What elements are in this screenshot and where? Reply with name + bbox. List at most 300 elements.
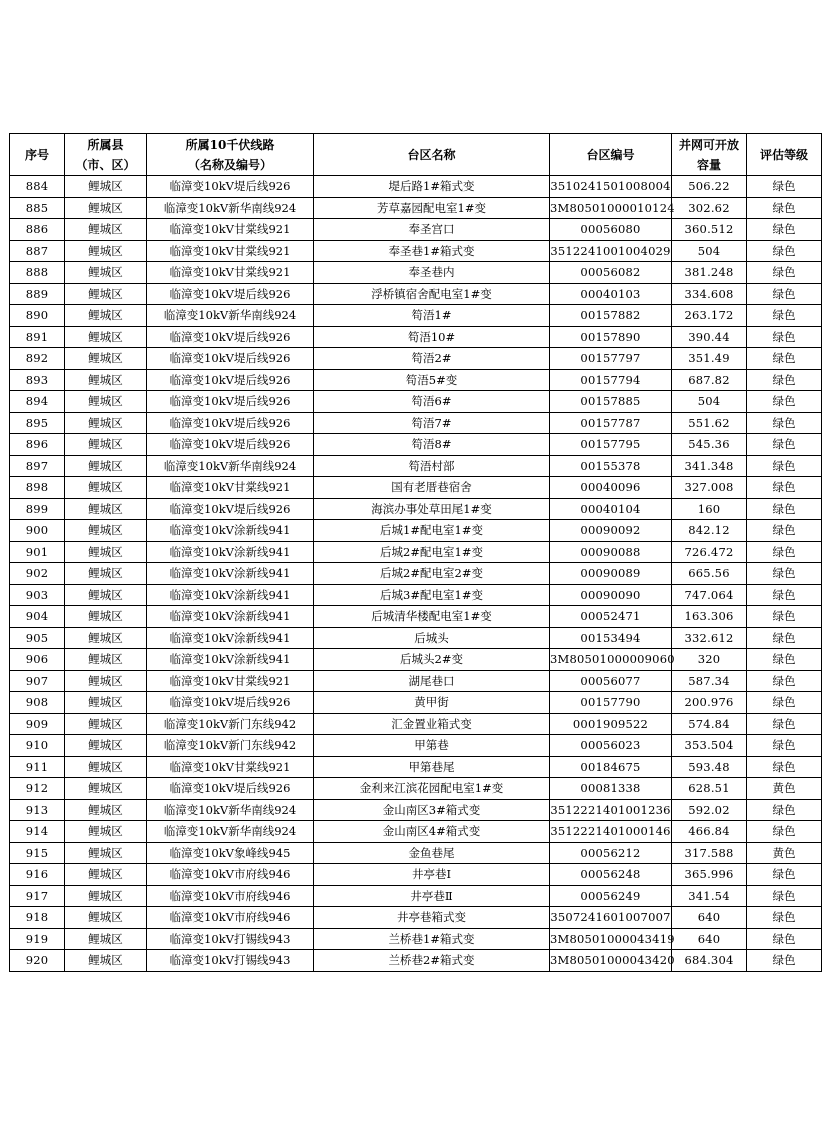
header-area-code: 台区编号 [550, 134, 672, 176]
cell-line: 临漳变10kV涂新线941 [147, 606, 314, 628]
cell-grade: 绿色 [747, 692, 822, 714]
cell-area-name: 奉圣宫口 [314, 219, 550, 241]
cell-area-code: 3M80501000009060 [550, 649, 672, 671]
cell-seq: 916 [10, 864, 65, 886]
cell-area-name: 后城头 [314, 627, 550, 649]
header-capacity-line1: 并网可开放 [678, 137, 739, 152]
cell-county: 鲤城区 [65, 219, 147, 241]
table-row [10, 412, 822, 434]
cell-area-name: 金山南区4#箱式变 [314, 821, 550, 843]
cell-line: 临漳变10kV打锡线943 [147, 928, 314, 950]
cell-grade: 绿色 [747, 262, 822, 284]
cell-county: 鲤城区 [65, 885, 147, 907]
cell-county: 鲤城区 [65, 627, 147, 649]
cell-area-name: 兰桥巷1#箱式变 [314, 928, 550, 950]
cell-area-code: 00056212 [550, 842, 672, 864]
cell-capacity: 390.44 [672, 326, 747, 348]
cell-grade: 绿色 [747, 498, 822, 520]
cell-grade: 黄色 [747, 842, 822, 864]
cell-capacity: 592.02 [672, 799, 747, 821]
cell-area-code: 00090089 [550, 563, 672, 585]
cell-line: 临漳变10kV新门东线942 [147, 735, 314, 757]
table-header-row [10, 134, 822, 176]
cell-county: 鲤城区 [65, 584, 147, 606]
cell-seq: 893 [10, 369, 65, 391]
cell-capacity: 334.608 [672, 283, 747, 305]
cell-county: 鲤城区 [65, 240, 147, 262]
cell-area-code: 00155378 [550, 455, 672, 477]
cell-seq: 902 [10, 563, 65, 585]
cell-capacity: 726.472 [672, 541, 747, 563]
cell-area-name: 后城清华楼配电室1#变 [314, 606, 550, 628]
table-row [10, 197, 822, 219]
cell-grade: 绿色 [747, 584, 822, 606]
cell-area-code: 3510241501008004 [550, 176, 672, 198]
cell-area-code: 3M80501000010124 [550, 197, 672, 219]
table-row [10, 262, 822, 284]
cell-area-code: 00157795 [550, 434, 672, 456]
cell-area-code: 00157787 [550, 412, 672, 434]
cell-area-name: 后城头2#变 [314, 649, 550, 671]
cell-line: 临漳变10kV堤后线926 [147, 176, 314, 198]
cell-line: 临漳变10kV堤后线926 [147, 283, 314, 305]
cell-county: 鲤城区 [65, 455, 147, 477]
cell-area-code: 00153494 [550, 627, 672, 649]
cell-capacity: 381.248 [672, 262, 747, 284]
table-row [10, 520, 822, 542]
cell-county: 鲤城区 [65, 391, 147, 413]
table-row [10, 240, 822, 262]
cell-line: 临漳变10kV新华南线924 [147, 197, 314, 219]
cell-seq: 900 [10, 520, 65, 542]
cell-seq: 897 [10, 455, 65, 477]
cell-line: 临漳变10kV新华南线924 [147, 455, 314, 477]
cell-grade: 绿色 [747, 240, 822, 262]
cell-capacity: 640 [672, 907, 747, 929]
cell-seq: 911 [10, 756, 65, 778]
cell-grade: 绿色 [747, 821, 822, 843]
cell-area-name: 金鱼巷尾 [314, 842, 550, 864]
table-row [10, 369, 822, 391]
table-row [10, 391, 822, 413]
cell-county: 鲤城区 [65, 520, 147, 542]
cell-line: 临漳变10kV打锡线943 [147, 950, 314, 972]
header-county-line1: 所属县 [87, 137, 124, 152]
cell-area-code: 00157794 [550, 369, 672, 391]
cell-area-code: 00056249 [550, 885, 672, 907]
cell-line: 临漳变10kV堤后线926 [147, 778, 314, 800]
cell-capacity: 506.22 [672, 176, 747, 198]
cell-capacity: 574.84 [672, 713, 747, 735]
cell-area-name: 井亭巷Ⅱ [314, 885, 550, 907]
cell-county: 鲤城区 [65, 756, 147, 778]
cell-grade: 绿色 [747, 649, 822, 671]
cell-area-code: 00090092 [550, 520, 672, 542]
table-row [10, 907, 822, 929]
cell-county: 鲤城区 [65, 412, 147, 434]
cell-county: 鲤城区 [65, 326, 147, 348]
cell-area-code: 00090090 [550, 584, 672, 606]
cell-grade: 绿色 [747, 950, 822, 972]
cell-capacity: 684.304 [672, 950, 747, 972]
cell-seq: 919 [10, 928, 65, 950]
cell-seq: 905 [10, 627, 65, 649]
cell-area-name: 笱浯5#变 [314, 369, 550, 391]
cell-county: 鲤城区 [65, 670, 147, 692]
cell-area-code: 00157885 [550, 391, 672, 413]
cell-grade: 绿色 [747, 864, 822, 886]
cell-area-code: 00040103 [550, 283, 672, 305]
cell-area-code: 00040096 [550, 477, 672, 499]
table-row [10, 326, 822, 348]
cell-area-code: 3512241001004029 [550, 240, 672, 262]
cell-seq: 894 [10, 391, 65, 413]
cell-area-code: 3M80501000043419 [550, 928, 672, 950]
cell-seq: 914 [10, 821, 65, 843]
cell-seq: 888 [10, 262, 65, 284]
cell-line: 临漳变10kV涂新线941 [147, 541, 314, 563]
cell-area-name: 井亭巷Ⅰ [314, 864, 550, 886]
cell-area-name: 兰桥巷2#箱式变 [314, 950, 550, 972]
table-row [10, 283, 822, 305]
cell-seq: 884 [10, 176, 65, 198]
cell-capacity: 593.48 [672, 756, 747, 778]
cell-capacity: 360.512 [672, 219, 747, 241]
header-line-line2: （名称及编号） [187, 157, 272, 172]
cell-line: 临漳变10kV涂新线941 [147, 649, 314, 671]
cell-area-name: 湖尾巷口 [314, 670, 550, 692]
cell-area-code: 3512221401001236 [550, 799, 672, 821]
table-row [10, 477, 822, 499]
table-row [10, 756, 822, 778]
table-row [10, 778, 822, 800]
cell-line: 临漳变10kV堤后线926 [147, 348, 314, 370]
table-row [10, 498, 822, 520]
cell-area-code: 00157797 [550, 348, 672, 370]
cell-area-name: 浮桥镇宿舍配电室1#变 [314, 283, 550, 305]
cell-line: 临漳变10kV涂新线941 [147, 520, 314, 542]
cell-area-name: 汇金置业箱式变 [314, 713, 550, 735]
cell-area-name: 笱浯村部 [314, 455, 550, 477]
capacity-table [9, 133, 822, 972]
cell-line: 临漳变10kV甘棠线921 [147, 219, 314, 241]
cell-area-name: 国有老厝巷宿舍 [314, 477, 550, 499]
cell-grade: 绿色 [747, 477, 822, 499]
table-row [10, 821, 822, 843]
table-row [10, 455, 822, 477]
table-row [10, 219, 822, 241]
cell-county: 鲤城区 [65, 176, 147, 198]
cell-line: 临漳变10kV新华南线924 [147, 821, 314, 843]
cell-grade: 绿色 [747, 735, 822, 757]
cell-line: 临漳变10kV涂新线941 [147, 627, 314, 649]
cell-area-code: 00184675 [550, 756, 672, 778]
cell-grade: 绿色 [747, 219, 822, 241]
cell-capacity: 163.306 [672, 606, 747, 628]
cell-line: 临漳变10kV涂新线941 [147, 584, 314, 606]
cell-county: 鲤城区 [65, 950, 147, 972]
cell-capacity: 628.51 [672, 778, 747, 800]
cell-area-name: 堤后路1#箱式变 [314, 176, 550, 198]
cell-area-name: 后城2#配电室1#变 [314, 541, 550, 563]
cell-line: 临漳变10kV新华南线924 [147, 799, 314, 821]
cell-grade: 绿色 [747, 606, 822, 628]
cell-area-code: 00157790 [550, 692, 672, 714]
cell-area-name: 芳草嘉园配电室1#变 [314, 197, 550, 219]
cell-area-code: 00056082 [550, 262, 672, 284]
cell-county: 鲤城区 [65, 563, 147, 585]
cell-seq: 909 [10, 713, 65, 735]
cell-area-code: 00056248 [550, 864, 672, 886]
cell-seq: 912 [10, 778, 65, 800]
cell-capacity: 317.588 [672, 842, 747, 864]
cell-area-name: 笱浯10# [314, 326, 550, 348]
cell-county: 鲤城区 [65, 842, 147, 864]
cell-seq: 898 [10, 477, 65, 499]
cell-line: 临漳变10kV涂新线941 [147, 563, 314, 585]
cell-area-code: 00052471 [550, 606, 672, 628]
table-row [10, 864, 822, 886]
header-grade: 评估等级 [747, 134, 822, 176]
table-row [10, 176, 822, 198]
cell-area-name: 笱浯8# [314, 434, 550, 456]
cell-grade: 绿色 [747, 176, 822, 198]
cell-county: 鲤城区 [65, 928, 147, 950]
cell-line: 临漳变10kV象峰线945 [147, 842, 314, 864]
cell-capacity: 302.62 [672, 197, 747, 219]
cell-area-name: 金利来江滨花园配电室1#变 [314, 778, 550, 800]
cell-seq: 895 [10, 412, 65, 434]
cell-seq: 910 [10, 735, 65, 757]
cell-grade: 绿色 [747, 627, 822, 649]
cell-grade: 绿色 [747, 885, 822, 907]
cell-grade: 绿色 [747, 305, 822, 327]
cell-line: 临漳变10kV堤后线926 [147, 326, 314, 348]
table-row [10, 563, 822, 585]
cell-county: 鲤城区 [65, 348, 147, 370]
table-row [10, 305, 822, 327]
header-line-line1: 所属10千伏线路 [185, 137, 275, 152]
table-row [10, 606, 822, 628]
cell-seq: 899 [10, 498, 65, 520]
cell-grade: 绿色 [747, 197, 822, 219]
table-row [10, 799, 822, 821]
cell-grade: 黄色 [747, 778, 822, 800]
cell-seq: 913 [10, 799, 65, 821]
cell-area-code: 00081338 [550, 778, 672, 800]
cell-grade: 绿色 [747, 713, 822, 735]
cell-line: 临漳变10kV堤后线926 [147, 412, 314, 434]
cell-capacity: 332.612 [672, 627, 747, 649]
cell-seq: 901 [10, 541, 65, 563]
cell-area-name: 甲第巷尾 [314, 756, 550, 778]
cell-capacity: 466.84 [672, 821, 747, 843]
cell-capacity: 551.62 [672, 412, 747, 434]
cell-capacity: 640 [672, 928, 747, 950]
cell-line: 临漳变10kV堤后线926 [147, 692, 314, 714]
cell-capacity: 545.36 [672, 434, 747, 456]
cell-seq: 908 [10, 692, 65, 714]
cell-capacity: 665.56 [672, 563, 747, 585]
cell-area-name: 井亭巷箱式变 [314, 907, 550, 929]
cell-area-name: 笱浯2# [314, 348, 550, 370]
table-row [10, 541, 822, 563]
cell-county: 鲤城区 [65, 262, 147, 284]
cell-county: 鲤城区 [65, 434, 147, 456]
header-capacity-line2: 容量 [696, 157, 721, 172]
cell-grade: 绿色 [747, 455, 822, 477]
cell-seq: 890 [10, 305, 65, 327]
cell-line: 临漳变10kV堤后线926 [147, 369, 314, 391]
cell-grade: 绿色 [747, 907, 822, 929]
table-row [10, 584, 822, 606]
header-county [65, 134, 147, 176]
cell-area-name: 黄甲街 [314, 692, 550, 714]
cell-seq: 903 [10, 584, 65, 606]
cell-line: 临漳变10kV市府线946 [147, 885, 314, 907]
cell-capacity: 263.172 [672, 305, 747, 327]
cell-seq: 904 [10, 606, 65, 628]
cell-seq: 920 [10, 950, 65, 972]
cell-county: 鲤城区 [65, 821, 147, 843]
cell-seq: 891 [10, 326, 65, 348]
header-county-line2: （市、区） [75, 157, 136, 172]
cell-line: 临漳变10kV甘棠线921 [147, 670, 314, 692]
cell-county: 鲤城区 [65, 498, 147, 520]
cell-grade: 绿色 [747, 283, 822, 305]
cell-grade: 绿色 [747, 541, 822, 563]
cell-county: 鲤城区 [65, 735, 147, 757]
cell-capacity: 504 [672, 240, 747, 262]
cell-county: 鲤城区 [65, 713, 147, 735]
cell-line: 临漳变10kV甘棠线921 [147, 240, 314, 262]
cell-seq: 917 [10, 885, 65, 907]
cell-line: 临漳变10kV甘棠线921 [147, 262, 314, 284]
cell-capacity: 351.49 [672, 348, 747, 370]
cell-capacity: 747.064 [672, 584, 747, 606]
cell-grade: 绿色 [747, 326, 822, 348]
cell-seq: 896 [10, 434, 65, 456]
cell-area-name: 海滨办事处草田尾1#变 [314, 498, 550, 520]
cell-area-code: 00056023 [550, 735, 672, 757]
cell-capacity: 687.82 [672, 369, 747, 391]
cell-capacity: 327.008 [672, 477, 747, 499]
table-row [10, 627, 822, 649]
cell-county: 鲤城区 [65, 541, 147, 563]
cell-area-code: 3507241601007007 [550, 907, 672, 929]
cell-county: 鲤城区 [65, 305, 147, 327]
cell-area-code: 00056077 [550, 670, 672, 692]
table-row [10, 713, 822, 735]
cell-area-name: 后城1#配电室1#变 [314, 520, 550, 542]
cell-area-name: 笱浯1# [314, 305, 550, 327]
cell-county: 鲤城区 [65, 907, 147, 929]
cell-line: 临漳变10kV堤后线926 [147, 434, 314, 456]
header-seq: 序号 [10, 134, 65, 176]
cell-area-name: 奉圣巷内 [314, 262, 550, 284]
table-row [10, 928, 822, 950]
cell-line: 临漳变10kV新门东线942 [147, 713, 314, 735]
cell-capacity: 200.976 [672, 692, 747, 714]
cell-area-code: 00157890 [550, 326, 672, 348]
cell-capacity: 320 [672, 649, 747, 671]
cell-grade: 绿色 [747, 563, 822, 585]
table-row [10, 434, 822, 456]
cell-grade: 绿色 [747, 756, 822, 778]
cell-capacity: 160 [672, 498, 747, 520]
cell-capacity: 365.996 [672, 864, 747, 886]
cell-seq: 885 [10, 197, 65, 219]
table-row [10, 885, 822, 907]
cell-area-code: 0001909522 [550, 713, 672, 735]
table-row [10, 649, 822, 671]
cell-county: 鲤城区 [65, 606, 147, 628]
cell-seq: 886 [10, 219, 65, 241]
cell-seq: 892 [10, 348, 65, 370]
cell-county: 鲤城区 [65, 283, 147, 305]
cell-grade: 绿色 [747, 369, 822, 391]
table-body [10, 176, 822, 972]
cell-area-name: 后城3#配电室1#变 [314, 584, 550, 606]
table-row [10, 348, 822, 370]
cell-line: 临漳变10kV甘棠线921 [147, 477, 314, 499]
cell-area-name: 笱浯6# [314, 391, 550, 413]
cell-capacity: 353.504 [672, 735, 747, 757]
table-row [10, 842, 822, 864]
cell-county: 鲤城区 [65, 692, 147, 714]
cell-capacity: 587.34 [672, 670, 747, 692]
header-area-name: 台区名称 [314, 134, 550, 176]
cell-seq: 889 [10, 283, 65, 305]
cell-grade: 绿色 [747, 670, 822, 692]
header-line [147, 134, 314, 176]
cell-grade: 绿色 [747, 391, 822, 413]
cell-grade: 绿色 [747, 412, 822, 434]
cell-county: 鲤城区 [65, 477, 147, 499]
cell-area-code: 00157882 [550, 305, 672, 327]
cell-seq: 915 [10, 842, 65, 864]
cell-area-name: 金山南区3#箱式变 [314, 799, 550, 821]
header-capacity [672, 134, 747, 176]
cell-line: 临漳变10kV新华南线924 [147, 305, 314, 327]
table-row [10, 670, 822, 692]
cell-seq: 918 [10, 907, 65, 929]
cell-seq: 887 [10, 240, 65, 262]
cell-county: 鲤城区 [65, 778, 147, 800]
cell-area-code: 00090088 [550, 541, 672, 563]
cell-county: 鲤城区 [65, 369, 147, 391]
cell-seq: 907 [10, 670, 65, 692]
cell-area-code: 00040104 [550, 498, 672, 520]
cell-area-code: 00056080 [550, 219, 672, 241]
cell-grade: 绿色 [747, 434, 822, 456]
cell-grade: 绿色 [747, 348, 822, 370]
table-row [10, 692, 822, 714]
cell-line: 临漳变10kV堤后线926 [147, 391, 314, 413]
cell-grade: 绿色 [747, 799, 822, 821]
table-row [10, 950, 822, 972]
cell-area-name: 笱浯7# [314, 412, 550, 434]
cell-grade: 绿色 [747, 520, 822, 542]
cell-area-code: 3512221401000146 [550, 821, 672, 843]
cell-area-name: 后城2#配电室2#变 [314, 563, 550, 585]
cell-county: 鲤城区 [65, 864, 147, 886]
cell-capacity: 341.54 [672, 885, 747, 907]
cell-grade: 绿色 [747, 928, 822, 950]
cell-capacity: 842.12 [672, 520, 747, 542]
cell-area-code: 3M80501000043420 [550, 950, 672, 972]
cell-capacity: 504 [672, 391, 747, 413]
